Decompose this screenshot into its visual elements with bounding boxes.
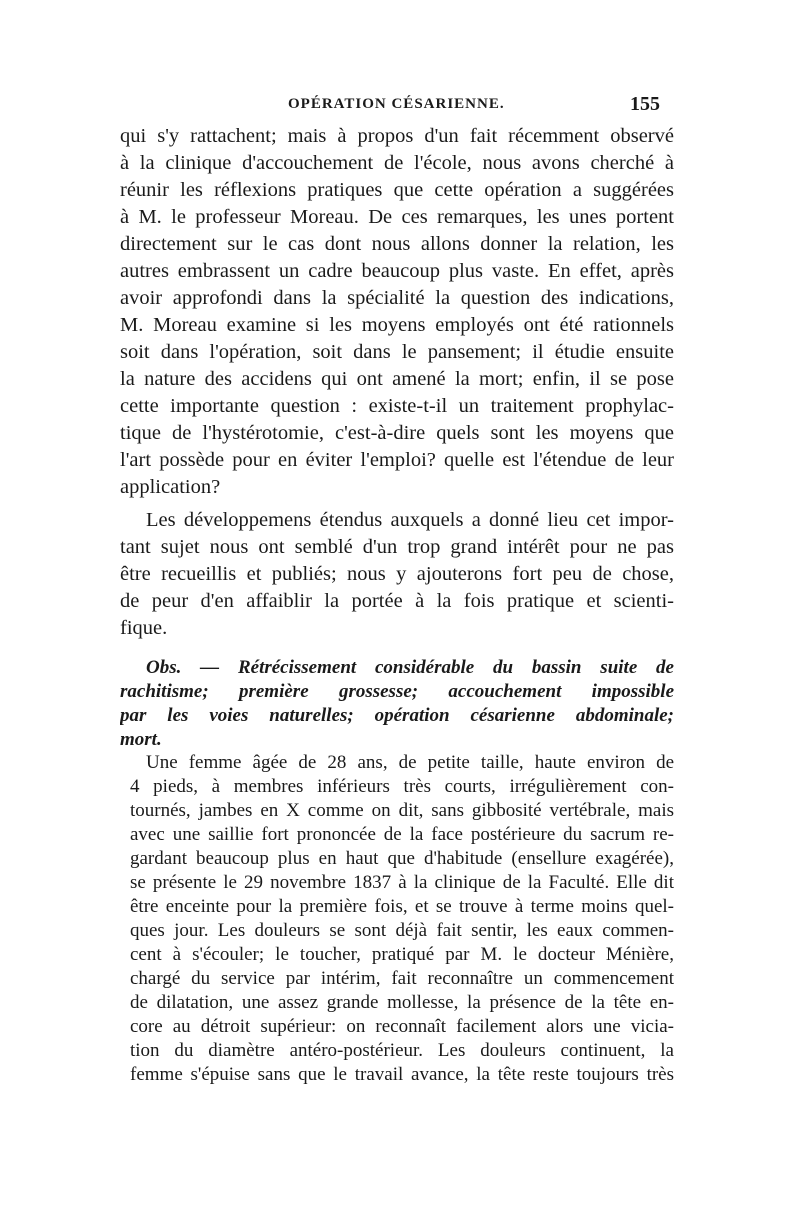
text-line: fique. — [120, 617, 168, 639]
text-line: core au détroit supérieur: on reconnaît facilement alors une vicia- — [130, 1016, 674, 1037]
text-line: gardant beaucoup plus en haut que d'habitude (ensellure exagérée), — [130, 848, 674, 869]
text-line: mort. — [120, 729, 162, 750]
text-line: ques jour. Les douleurs se sont déjà fait sentir, les eaux commen- — [130, 920, 674, 941]
text-line: qui s'y rattachent; mais à propos d'un fait récemment observé — [120, 125, 674, 147]
text-line: tique de l'hystérotomie, c'est-à-dire quels sont les moyens que — [120, 422, 674, 444]
text-line: M. Moreau examine si les moyens employés ont été rationnels — [120, 314, 674, 336]
text-line: de dilatation, une assez grande mollesse, la présence de la tête en- — [130, 992, 674, 1013]
text-line: tant sujet nous ont semblé d'un trop grand intérêt pour ne pas — [120, 536, 674, 558]
text-line: 4 pieds, à membres inférieurs très courts, irrégulièrement con- — [130, 776, 674, 797]
text-line: tournés, jambes en X comme on dit, sans gibbosité vertébrale, mais — [130, 800, 674, 821]
text-line: autres embrassent un cadre beaucoup plus vaste. En effet, après — [120, 260, 674, 282]
text-line: rachitisme; première grossesse; accouchement impossible — [120, 681, 674, 702]
text-line: soit dans l'opération, soit dans le pansement; il étudie ensuite — [120, 341, 674, 363]
text-line: cent à s'écouler; le toucher, pratiqué par M. le docteur Ménière, — [130, 944, 674, 965]
text-line: être enceinte pour la première fois, et se trouve à terme moins quel- — [130, 896, 674, 917]
text-line: chargé du service par intérim, fait reconnaître un commencement — [130, 968, 674, 989]
text-line: cette importante question : existe-t-il un traitement prophylac- — [120, 395, 674, 417]
text-line: à la clinique d'accouchement de l'école, nous avons cherché à — [120, 152, 674, 174]
text-line: tion du diamètre antéro-postérieur. Les douleurs continuent, la — [130, 1040, 674, 1061]
text-line: Obs. — Rétrécissement considérable du bassin suite de — [146, 657, 674, 678]
text-line: application? — [120, 476, 221, 498]
text-line: directement sur le cas dont nous allons donner la relation, les — [120, 233, 674, 255]
page-number: 155 — [630, 93, 660, 115]
text-line: de peur d'en affaiblir la portée à la fois pratique et scienti- — [120, 590, 674, 612]
text-line: avoir approfondi dans la spécialité la question des indications, — [120, 287, 674, 309]
text-line: Une femme âgée de 28 ans, de petite taille, haute environ de — [146, 752, 674, 773]
text-line: avec une saillie fort prononcée de la face postérieure du sacrum re- — [130, 824, 674, 845]
text-line: la nature des accidens qui ont amené la mort; enfin, il se pose — [120, 368, 674, 390]
text-line: l'art possède pour en éviter l'emploi? quelle est l'étendue de leur — [120, 449, 674, 471]
text-line: à M. le professeur Moreau. De ces remarques, les unes portent — [120, 206, 674, 228]
text-line: Les développemens étendus auxquels a donné lieu cet impor- — [146, 509, 674, 531]
text-line: par les voies naturelles; opération césarienne abdominale; — [120, 705, 674, 726]
text-line: se présente le 29 novembre 1837 à la clinique de la Faculté. Elle dit — [130, 872, 674, 893]
running-head — [0, 93, 800, 118]
text-line: réunir les réflexions pratiques que cette opération a suggérées — [120, 179, 674, 201]
text-line: femme s'épuise sans que le travail avance, la tête reste toujours très — [130, 1064, 674, 1085]
running-title: OPÉRATION CÉSARIENNE. — [288, 96, 505, 112]
text-line: être recueillis et publiés; nous y ajouterons fort peu de chose, — [120, 563, 674, 585]
